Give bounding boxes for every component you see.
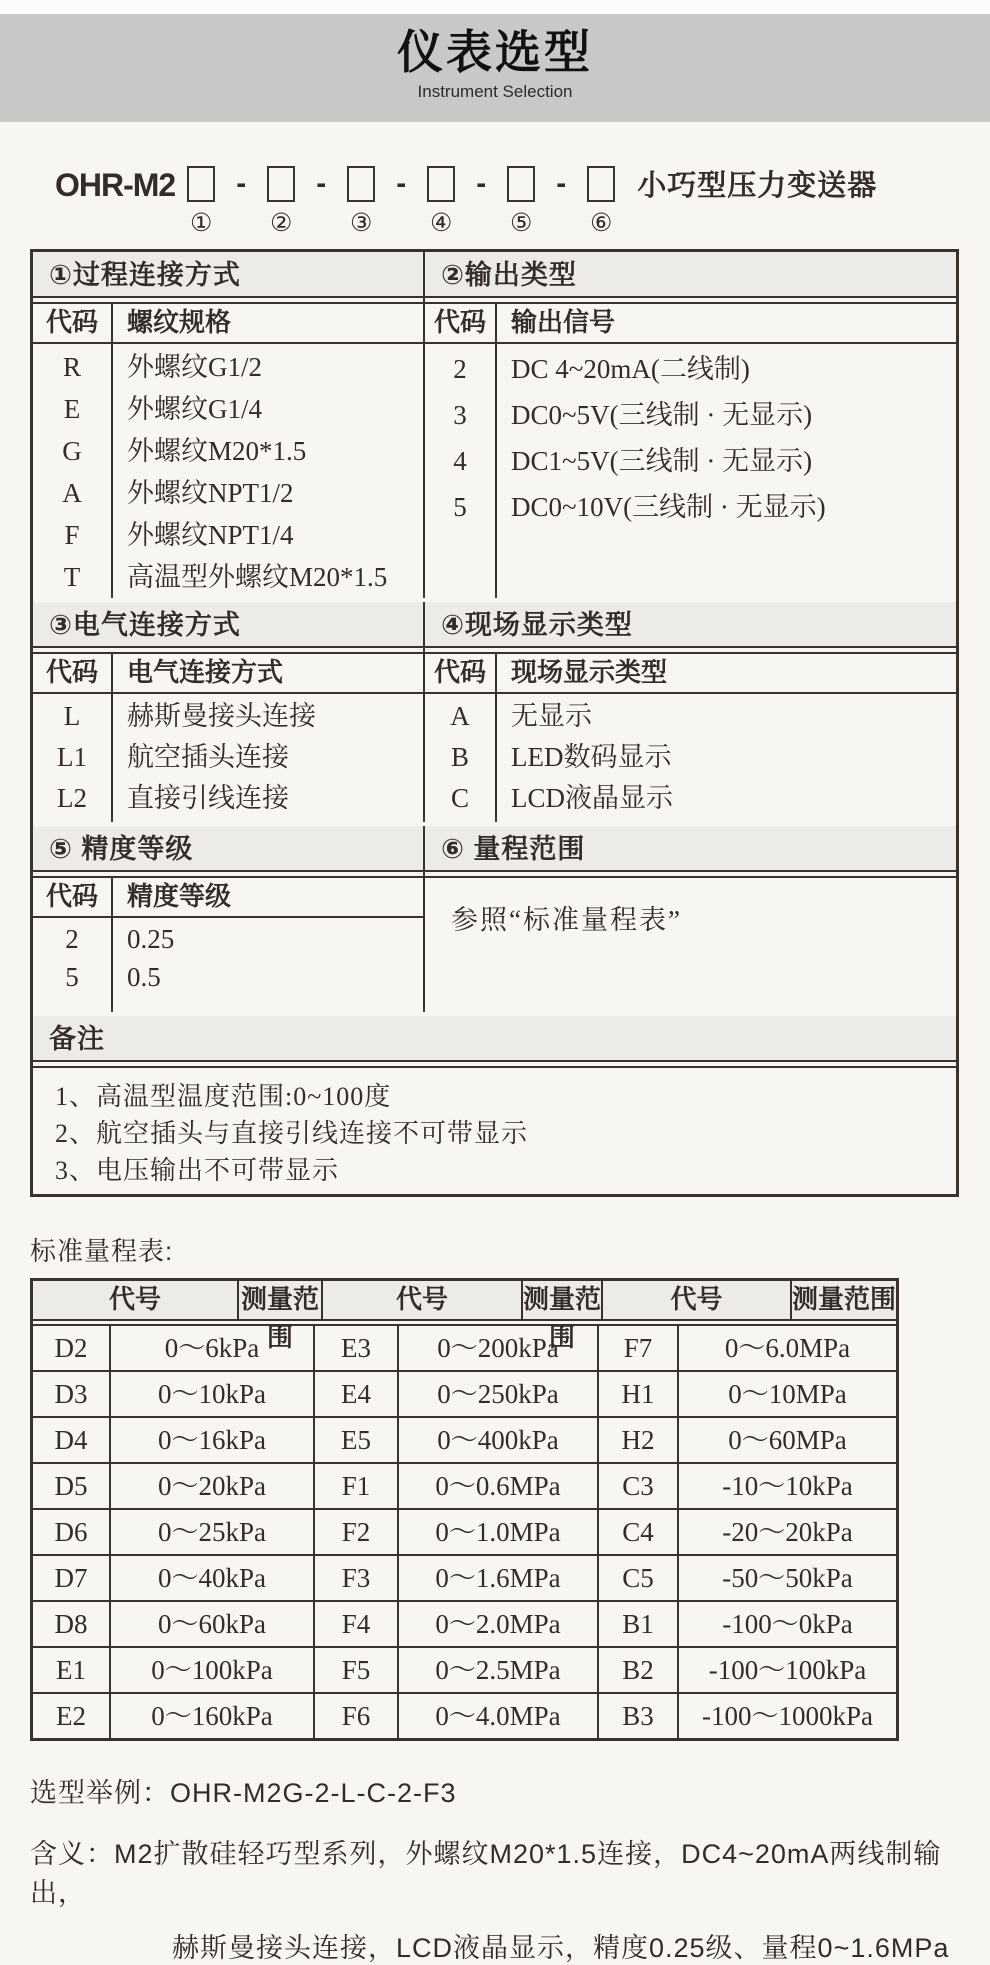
range-code-cell: E1 (56, 1655, 86, 1685)
spec-cell: LED数码显示 (511, 742, 672, 772)
range-value-cell: 0～25kPa (109, 1510, 313, 1554)
code-cell: L2 (57, 783, 87, 813)
code-header-cell: 代码 (45, 882, 98, 911)
code-cell: F (64, 520, 80, 550)
range-header-cell: 代号 (108, 1285, 161, 1314)
range-header-cell: 测量范围 (237, 1281, 321, 1319)
standard-range-table (30, 1278, 899, 1741)
range-code-cell: B3 (597, 1694, 677, 1738)
section-rows (33, 694, 423, 819)
range-code-cell: H2 (597, 1418, 677, 1462)
header-band (0, 14, 990, 122)
model-code-box (587, 166, 615, 202)
range-code-cell: D3 (54, 1379, 88, 1409)
range-value-cell: 0～100kPa (109, 1648, 313, 1692)
range-code-cell: B1 (597, 1602, 677, 1646)
range-value-cell: -50～50kPa (677, 1556, 896, 1600)
range-code-cell: E2 (56, 1701, 86, 1731)
code-cell: G (62, 436, 82, 466)
meaning-line-1 (30, 1832, 990, 1910)
range-row (33, 1508, 896, 1554)
model-code-box (427, 166, 455, 202)
table-row (33, 778, 423, 819)
range-code-cell: F7 (597, 1326, 677, 1370)
code-cell: T (63, 562, 81, 592)
spec-cell: 高温型外螺纹M20*1.5 (127, 562, 388, 592)
range-value-cell: 0～1.0MPa (397, 1510, 597, 1554)
range-table-title: 标准量程表: (30, 1236, 174, 1266)
spec-cell: 外螺纹G1/4 (127, 394, 262, 424)
spec-header-cell: 螺纹规格 (127, 308, 232, 337)
position-number: ② (270, 210, 293, 237)
range-row (33, 1600, 896, 1646)
remarks-title: 备注 (33, 1016, 956, 1062)
code-cell: 5 (453, 492, 467, 522)
section-rows (33, 344, 423, 598)
spec-header-cell: 输出信号 (511, 308, 616, 337)
table-row (33, 430, 423, 472)
column-header-row (33, 654, 423, 694)
section-accuracy-class (33, 826, 423, 1012)
code-cell: 4 (453, 446, 467, 476)
model-box-column (259, 166, 303, 237)
range-code-cell: D2 (54, 1333, 88, 1363)
column-header-row (33, 304, 423, 344)
table-row (33, 958, 423, 996)
top-margin-strip (0, 0, 990, 14)
spec-cell: 外螺纹M20*1.5 (127, 436, 307, 466)
range-value-cell: 0～6.0MPa (677, 1326, 896, 1370)
range-value-cell: 0～2.0MPa (397, 1602, 597, 1646)
section-display-type (423, 602, 956, 822)
model-box-column (579, 166, 623, 237)
range-value-cell: -100～100kPa (677, 1648, 896, 1692)
range-value-cell: 0～1.6MPa (397, 1556, 597, 1600)
range-header-cell: 代号 (321, 1281, 521, 1319)
range-value-cell: 0～250kPa (397, 1372, 597, 1416)
table-row (33, 920, 423, 958)
code-cell: 2 (453, 354, 467, 384)
section-title: ⑥ 量程范围 (425, 826, 956, 872)
table-row (33, 346, 423, 388)
page-subtitle: Instrument Selection (417, 82, 573, 101)
section-title: ①过程连接方式 (33, 252, 423, 298)
example-label: 选型举例： (30, 1778, 170, 1808)
position-number: ④ (430, 210, 453, 237)
range-code-cell: F4 (313, 1602, 397, 1646)
code-header-cell: 代码 (433, 308, 486, 337)
code-cell: 3 (453, 400, 467, 430)
code-cell: 5 (65, 962, 79, 992)
range-code-cell: D4 (54, 1425, 88, 1455)
column-header-row (33, 878, 423, 918)
range-row (33, 1554, 896, 1600)
table-row (33, 737, 423, 778)
model-code-box (267, 166, 295, 202)
range-code-cell: F1 (313, 1464, 397, 1508)
code-cell: B (450, 742, 469, 772)
range-code-cell: D8 (54, 1609, 88, 1639)
range-row (33, 1646, 896, 1692)
section-rows (425, 344, 956, 530)
meaning-text-2: 赫斯曼接头连接，LCD液晶显示，精度0.25级、量程0~1.6MPa (172, 1933, 950, 1963)
model-code-box (507, 166, 535, 202)
model-segment (383, 166, 463, 237)
spec-cell: DC 4~20mA(二线制) (511, 354, 750, 384)
model-box-column (339, 166, 383, 237)
position-number: ③ (350, 210, 373, 237)
range-value-cell: 0～0.6MPa (397, 1464, 597, 1508)
selection-row-1-2 (33, 252, 956, 598)
model-segment (223, 166, 303, 237)
spec-cell: 无显示 (511, 701, 592, 731)
spec-cell: 0.5 (127, 962, 161, 992)
code-header-cell: 代码 (433, 658, 486, 687)
range-value-cell: 0～160kPa (109, 1694, 313, 1738)
page-title: 仪表选型 (397, 26, 593, 78)
code-cell: E (63, 394, 81, 424)
spec-header-cell: 精度等级 (127, 882, 232, 911)
range-code-cell: E4 (313, 1372, 397, 1416)
table-row (425, 778, 956, 819)
remarks-section (33, 1016, 956, 1194)
range-code-cell: D6 (54, 1517, 88, 1547)
table-row (425, 737, 956, 778)
range-code-cell: F3 (313, 1556, 397, 1600)
selection-table (30, 249, 959, 1197)
model-code-box (187, 166, 215, 202)
model-box-column (499, 166, 543, 237)
section-title: ③电气连接方式 (33, 602, 423, 648)
range-value-cell: 0～40kPa (109, 1556, 313, 1600)
model-suffix: 小巧型压力变送器 (637, 170, 878, 202)
range-value-cell: 0～2.5MPa (397, 1648, 597, 1692)
range-value-cell: -100～0kPa (677, 1602, 896, 1646)
range-value-cell: 0～400kPa (397, 1418, 597, 1462)
range-code-cell: D7 (54, 1563, 88, 1593)
range-value-cell: 0～20kPa (109, 1464, 313, 1508)
range-value-cell: -20～20kPa (677, 1510, 896, 1554)
section-title: ⑤ 精度等级 (33, 826, 423, 872)
range-header-cell: 测量范围 (790, 1281, 896, 1319)
selection-row-5-6 (33, 826, 956, 1012)
spec-cell: DC0~10V(三线制 · 无显示) (511, 492, 826, 522)
column-header-row (425, 654, 956, 694)
spec-cell: 外螺纹NPT1/4 (127, 520, 294, 550)
model-box-column (179, 166, 223, 237)
model-segment (543, 166, 623, 237)
dash-separator: - (476, 167, 487, 200)
spec-cell: 外螺纹NPT1/2 (127, 478, 294, 508)
spec-cell: LCD液晶显示 (511, 783, 673, 813)
example-value: OHR-M2G-2-L-C-2-F3 (170, 1778, 457, 1808)
meaning-text-1: M2扩散硅轻巧型系列，外螺纹M20*1.5连接，DC4~20mA两线制输出， (30, 1839, 942, 1908)
remark-item: 1、高温型温度范围:0~100度 (55, 1082, 392, 1111)
section-process-connection (33, 252, 423, 598)
model-segment (179, 166, 223, 237)
range-value-cell: 0～200kPa (397, 1326, 597, 1370)
table-row (425, 438, 956, 484)
section-output-type (423, 252, 956, 598)
selection-row-3-4 (33, 602, 956, 822)
meaning-line-2 (172, 1926, 990, 1965)
section-title: ④现场显示类型 (425, 602, 956, 648)
model-code-line (55, 166, 990, 237)
range-value-cell: 0～4.0MPa (397, 1694, 597, 1738)
code-cell: 2 (65, 924, 79, 954)
range-code-cell: F2 (313, 1510, 397, 1554)
range-code-cell: H1 (597, 1372, 677, 1416)
range-code-cell: F6 (313, 1694, 397, 1738)
table-row (425, 392, 956, 438)
table-row (33, 514, 423, 556)
range-value-cell: 0～60MPa (677, 1418, 896, 1462)
model-box-column (419, 166, 463, 237)
dash-separator: - (316, 167, 327, 200)
dash-separator: - (396, 167, 407, 200)
model-segment (303, 166, 383, 237)
table-row (33, 472, 423, 514)
range-code-cell: B2 (597, 1648, 677, 1692)
section-measuring-range (423, 826, 956, 1012)
range-row (33, 1324, 896, 1370)
range-reference-note: 参照“标准量程表” (451, 905, 682, 935)
range-code-cell: E5 (313, 1418, 397, 1462)
table-row (425, 484, 956, 530)
range-value-cell: 0～6kPa (109, 1326, 313, 1370)
range-value-cell: 0～16kPa (109, 1418, 313, 1462)
code-header-cell: 代码 (45, 308, 98, 337)
table-row (425, 696, 956, 737)
code-cell: A (450, 701, 470, 731)
range-row (33, 1462, 896, 1508)
spec-header-cell: 现场显示类型 (511, 658, 668, 687)
position-number: ⑤ (510, 210, 533, 237)
range-code-cell: D5 (54, 1471, 88, 1501)
remark-item: 2、航空插头与直接引线连接不可带显示 (55, 1119, 529, 1148)
column-header-row (425, 304, 956, 344)
range-code-cell: E3 (313, 1326, 397, 1370)
spec-cell: 航空插头连接 (127, 742, 289, 772)
model-segments (179, 166, 623, 237)
model-segment (463, 166, 543, 237)
model-code-box (347, 166, 375, 202)
spec-cell: DC1~5V(三线制 · 无显示) (511, 446, 813, 476)
spec-cell: 赫斯曼接头连接 (127, 701, 316, 731)
dash-separator: - (556, 167, 567, 200)
section-title: ②输出类型 (425, 252, 956, 298)
range-code-cell: F5 (313, 1648, 397, 1692)
position-number: ⑥ (590, 210, 613, 237)
spec-cell: DC0~5V(三线制 · 无显示) (511, 400, 813, 430)
range-row (33, 1370, 896, 1416)
selection-example-line (30, 1771, 990, 1810)
range-value-cell: -100～1000kPa (677, 1694, 896, 1738)
code-cell: L1 (57, 742, 87, 772)
code-cell: C (450, 783, 469, 813)
table-row (33, 556, 423, 598)
range-value-cell: 0～10MPa (677, 1372, 896, 1416)
code-header-cell: 代码 (45, 658, 98, 687)
range-table-body (33, 1324, 896, 1738)
spec-cell: 直接引线连接 (127, 783, 289, 813)
meaning-label: 含义： (30, 1839, 114, 1869)
spec-cell: 外螺纹G1/2 (127, 352, 262, 382)
range-header-cell: 代号 (601, 1281, 790, 1319)
range-code-cell: C5 (597, 1556, 677, 1600)
range-value-cell: -10～10kPa (677, 1464, 896, 1508)
range-code-cell: C3 (597, 1464, 677, 1508)
model-prefix: OHR-M2 (55, 167, 176, 203)
section-rows (33, 918, 423, 996)
range-header-cell: 测量范围 (521, 1281, 601, 1319)
table-row (33, 696, 423, 737)
code-cell: R (62, 352, 81, 382)
table-row (425, 346, 956, 392)
position-number: ① (190, 210, 213, 237)
range-row (33, 1416, 896, 1462)
code-cell: L (63, 701, 81, 731)
range-value-cell: 0～60kPa (109, 1602, 313, 1646)
dash-separator: - (236, 167, 247, 200)
range-code-cell: C4 (597, 1510, 677, 1554)
code-cell: A (62, 478, 82, 508)
section-electrical-connection (33, 602, 423, 822)
spec-cell: 0.25 (127, 924, 175, 954)
range-row (33, 1692, 896, 1738)
remark-item: 3、电压输出不可带显示 (55, 1156, 340, 1185)
remarks-body (33, 1066, 956, 1194)
range-value-cell: 0～10kPa (109, 1372, 313, 1416)
spec-header-cell: 电气连接方式 (127, 658, 284, 687)
table-row (33, 388, 423, 430)
section-rows (425, 694, 956, 819)
